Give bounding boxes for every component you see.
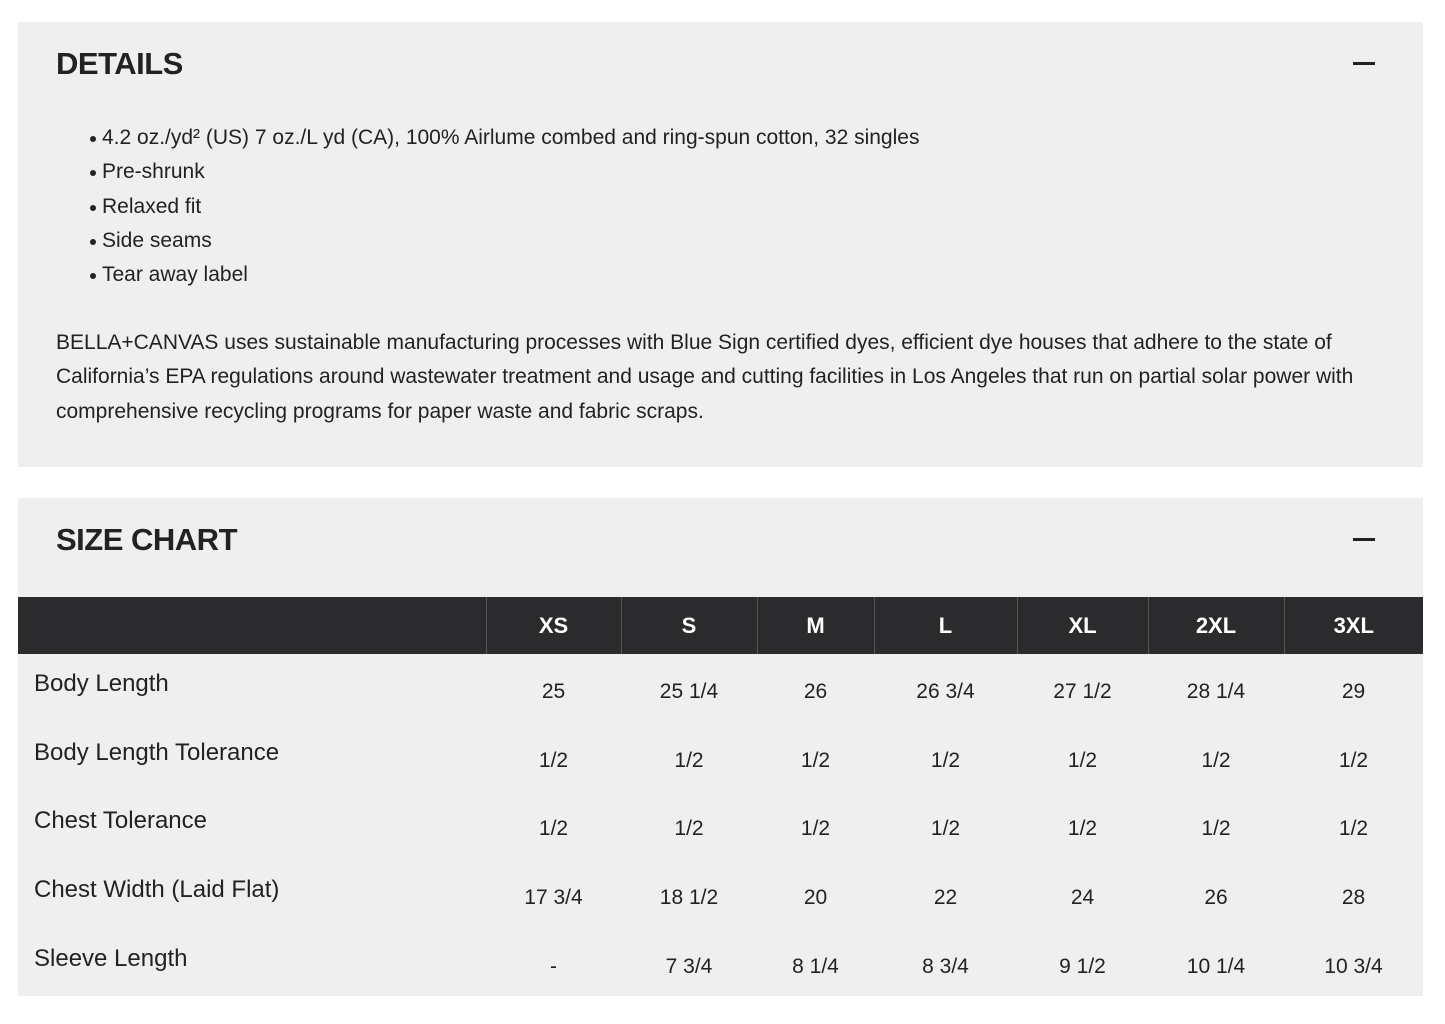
details-bullet-list: [102, 121, 919, 292]
size-header-s: S: [621, 597, 757, 654]
table-cell: 10 1/4: [1186, 954, 1246, 978]
table-row: [18, 654, 1423, 723]
table-row: [18, 791, 1423, 860]
table-cell: 9 1/2: [1059, 954, 1106, 978]
table-row: [18, 723, 1423, 792]
table-cell: 1/2: [930, 817, 961, 841]
table-cell: 1/2: [1201, 817, 1231, 841]
list-item: Side seams: [102, 224, 919, 258]
table-cell: -: [550, 954, 557, 978]
row-label: Body Length Tolerance: [34, 738, 280, 766]
table-cell: 26: [803, 680, 828, 704]
table-cell: 1/2: [538, 748, 569, 772]
size-header-xs: XS: [486, 597, 621, 654]
list-item: Relaxed fit: [102, 190, 919, 224]
table-cell: 28 1/4: [1186, 680, 1246, 704]
details-title[interactable]: DETAILS: [56, 46, 183, 81]
table-cell: 1/2: [1201, 748, 1231, 772]
table-cell: 28: [1341, 886, 1366, 910]
size-chart-table: [18, 597, 1423, 997]
table-cell: 17 3/4: [524, 886, 583, 910]
size-header-3xl: 3XL: [1284, 597, 1423, 654]
table-cell: 26 3/4: [916, 680, 975, 704]
row-label: Sleeve Length: [34, 944, 188, 972]
table-cell: 1/2: [800, 817, 831, 841]
table-cell: 27 1/2: [1053, 680, 1112, 704]
size-header-l: L: [874, 597, 1017, 654]
row-label: Chest Tolerance: [34, 807, 207, 835]
list-item: Pre-shrunk: [102, 155, 919, 189]
details-collapse-minus-icon[interactable]: [1353, 62, 1375, 65]
details-panel: [18, 22, 1423, 467]
size-header-xl: XL: [1017, 597, 1148, 654]
table-cell: 22: [933, 886, 958, 910]
table-cell: 25 1/4: [659, 680, 719, 704]
table-cell: 1/2: [1338, 748, 1369, 772]
table-cell: 1/2: [930, 748, 961, 772]
table-row: [18, 860, 1423, 929]
table-cell: 20: [803, 886, 828, 910]
table-cell: 8 3/4: [922, 954, 969, 978]
size-header-row: [18, 597, 1423, 654]
table-cell: 1/2: [1338, 817, 1369, 841]
table-cell: 24: [1070, 886, 1095, 910]
table-cell: 29: [1341, 680, 1366, 704]
table-cell: 1/2: [538, 817, 569, 841]
list-item: 4.2 oz./yd² (US) 7 oz./L yd (CA), 100% Airlume combed and ring-spun cotton, 32 singles: [102, 121, 919, 155]
table-cell: 1/2: [1067, 748, 1098, 772]
table-cell: 1/2: [674, 817, 704, 841]
table-cell: 10 3/4: [1324, 954, 1383, 978]
row-label: Chest Width (Laid Flat): [34, 876, 280, 904]
table-cell: 8 1/4: [792, 954, 839, 978]
header-corner: [18, 597, 486, 654]
details-description: BELLA+CANVAS uses sustainable manufacturing processes with Blue Sign certified dyes, efficient dye houses that adhere to the state of California’s EPA regulations around wastewater treatment and usage and cutting facilities in Los Angeles that run on partial solar power with comprehensive recycling programs for paper waste and fabric scraps.: [56, 331, 1354, 423]
size-header-2xl: 2XL: [1148, 597, 1284, 654]
table-cell: 25: [541, 680, 566, 704]
table-cell: 1/2: [800, 748, 831, 772]
size-header-m: M: [757, 597, 874, 654]
table-cell: 1/2: [1067, 817, 1098, 841]
table-cell: 1/2: [674, 748, 704, 772]
size-chart-collapse-minus-icon[interactable]: [1353, 538, 1375, 541]
size-chart-panel: [18, 498, 1423, 996]
table-row: [18, 928, 1423, 997]
size-chart-title[interactable]: SIZE CHART: [56, 522, 237, 557]
table-cell: 7 3/4: [665, 954, 713, 978]
table-cell: 18 1/2: [659, 886, 719, 910]
row-label: Body Length: [34, 670, 169, 698]
table-cell: 26: [1204, 886, 1228, 910]
list-item: Tear away label: [102, 258, 919, 292]
